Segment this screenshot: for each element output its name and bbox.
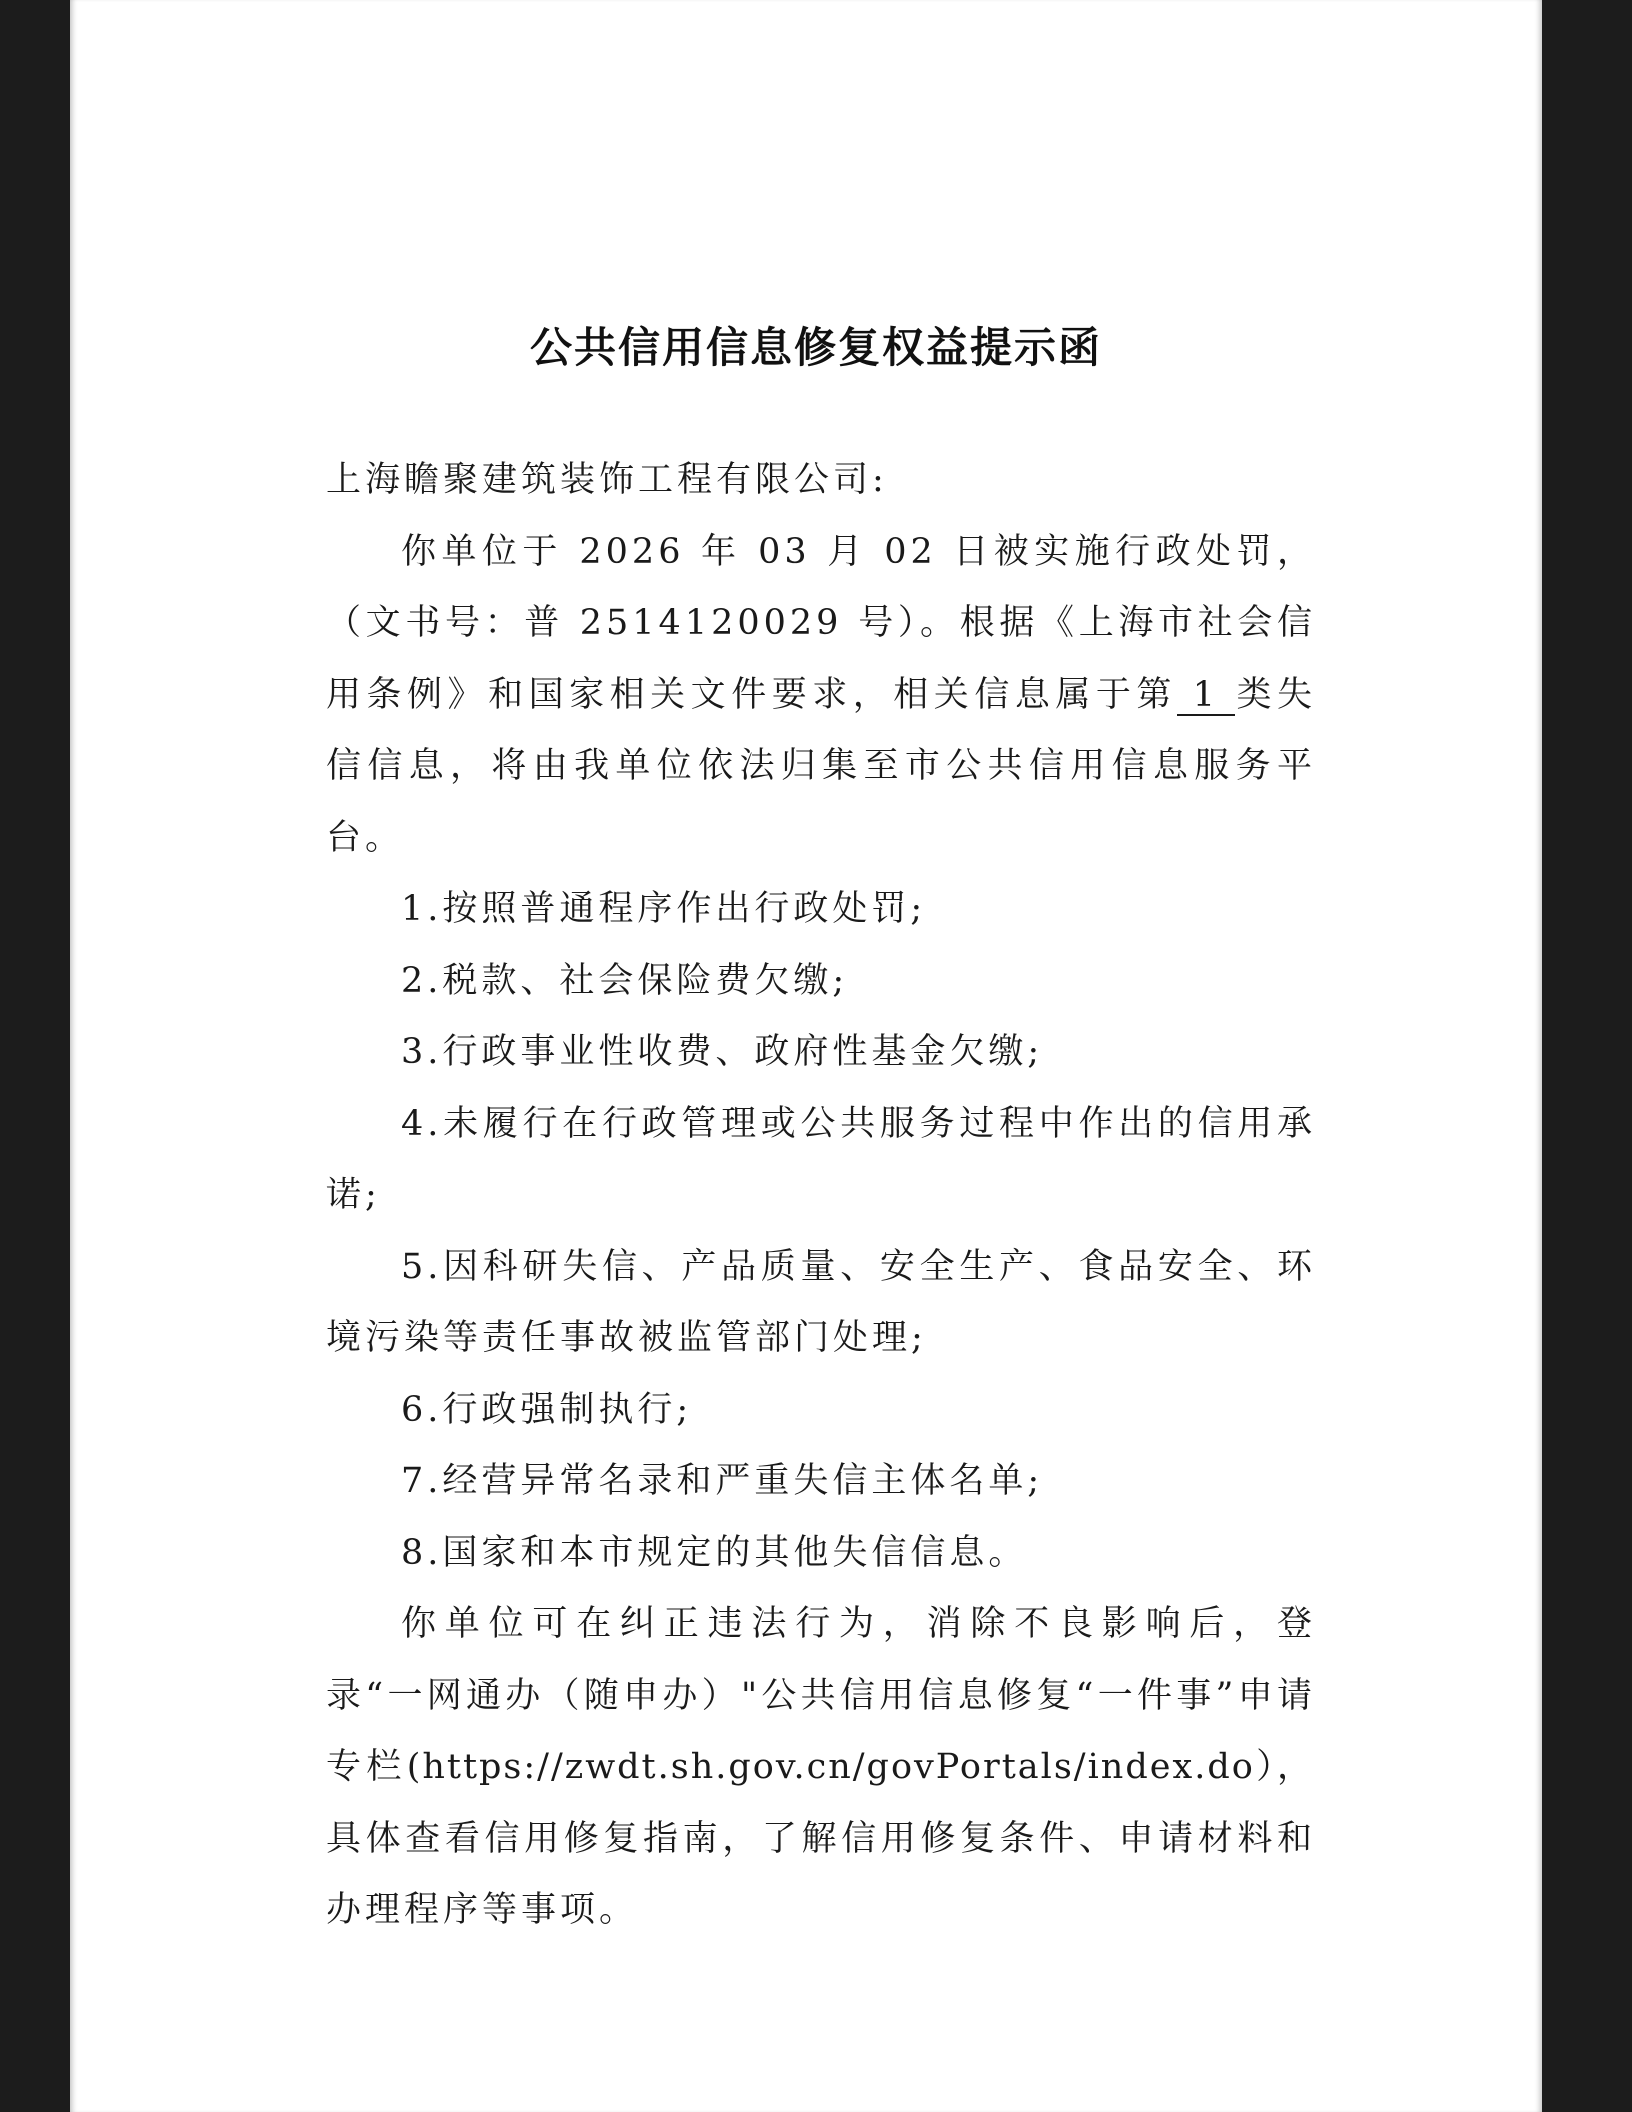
document-title: 公共信用信息修复权益提示函 [529, 323, 1102, 372]
dishonesty-category: 1 [1177, 676, 1235, 716]
list-item: 7.经营异常名录和严重失信主体名单; [401, 1461, 1044, 1501]
list-item: 5.因科研失信、产品质量、安全生产、食品安全、环境污染等责任事故被监管部门处理; [326, 1246, 1316, 1358]
guidance-text-after: ，具体查看信用修复指南，了解信用修复条件、申请材料和办理程序等事项。 [326, 1747, 1316, 1930]
guidance-text-before: 你单位可在纠正违法行为，消除不良影响后，登录“一网通办（随申办）"公共信用信息修复“一件事”申请专栏 [326, 1604, 1316, 1787]
list-item: 8.国家和本市规定的其他失信信息。 [401, 1532, 1028, 1573]
addressee: 上海瞻聚建筑装饰工程有限公司: [326, 460, 888, 500]
portal-url: (https://zwdt.sh.gov.cn/govPortals/index.do） [406, 1747, 1277, 1787]
notice-paragraph [326, 517, 1316, 875]
list-item: 2.税款、社会保险费欠缴; [401, 960, 849, 1001]
list-item: 1.按照普通程序作出行政处罚; [401, 889, 927, 929]
list-item: 3.行政事业性收费、政府性基金欠缴; [401, 1032, 1044, 1072]
notice-text-after: 类失信信息，将由我单位依法归集至市公共信用信息服务平台。 [326, 674, 1316, 858]
notice-text-before: 你单位于 2026 年 03 月 02 日被实施行政处罚，（文书号：普 2514120029 号）。根据《上海市社会信用条例》和国家相关文件要求，相关信息属于第 [326, 531, 1316, 715]
list-item: 6.行政强制执行; [401, 1389, 693, 1430]
list-item: 4.未履行在行政管理或公共服务过程中作出的信用承诺; [326, 1103, 1316, 1215]
document-body [326, 445, 1316, 1947]
repair-guidance-paragraph [326, 1589, 1316, 1947]
